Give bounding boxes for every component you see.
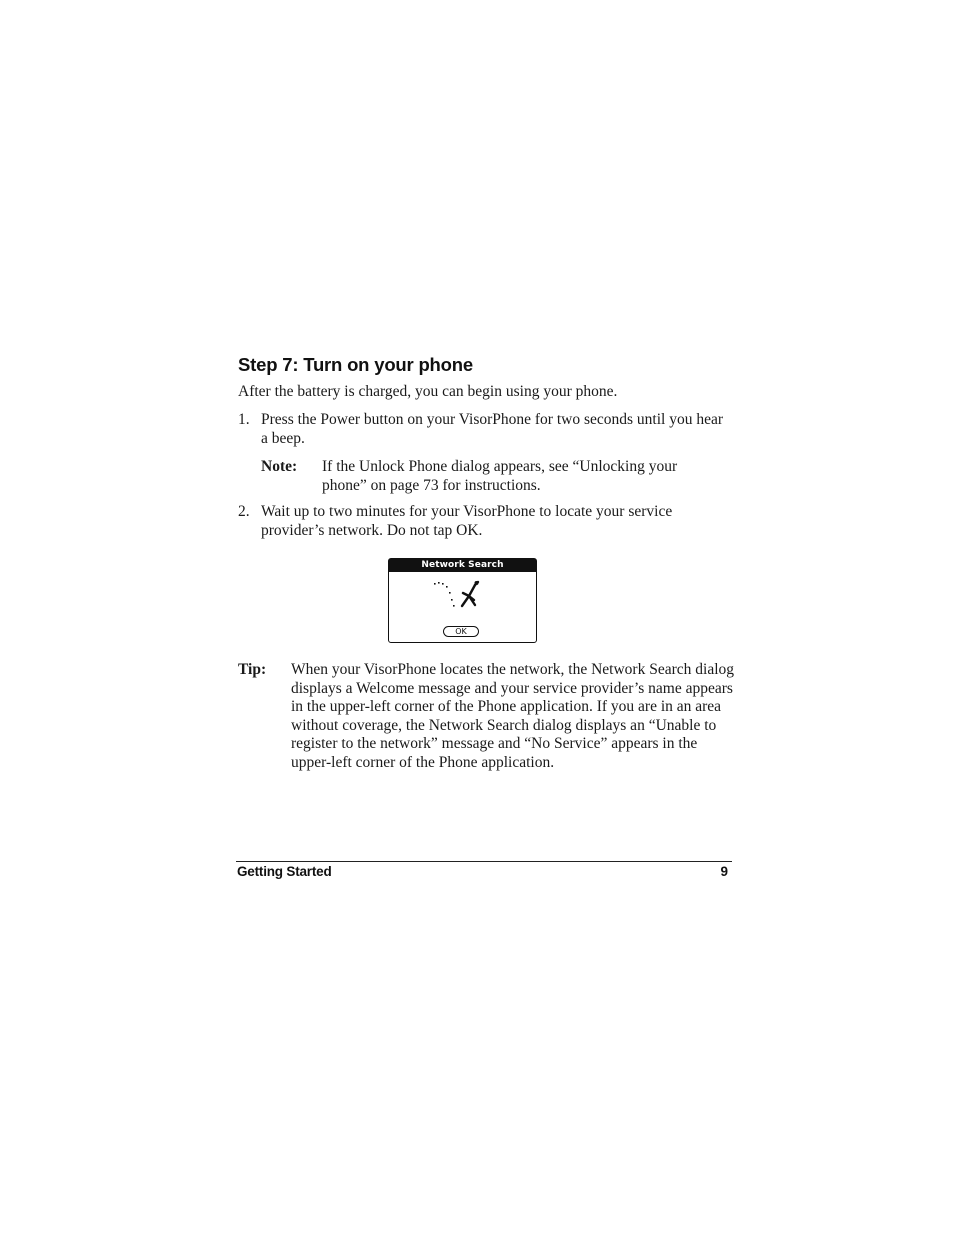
footer-page-number: 9 — [720, 864, 728, 879]
footer-chapter-title: Getting Started — [237, 864, 332, 879]
ok-button[interactable]: OK — [443, 626, 479, 637]
searching-figure-icon — [429, 576, 499, 616]
step-number: 1. — [238, 411, 250, 428]
tip-label: Tip: — [238, 661, 267, 678]
network-search-dialog — [388, 558, 537, 643]
note-label: Note: — [261, 458, 298, 475]
intro-paragraph: After the battery is charged, you can begin using your phone. — [238, 383, 618, 400]
dialog-title: Network Search — [389, 559, 536, 572]
step-number: 2. — [238, 503, 250, 520]
note-text: If the Unlock Phone dialog appears, see “Unlocking your phone” on page 73 for instructions. — [322, 458, 678, 494]
tip-text: When your VisorPhone locates the network, the Network Search dialog displays a Welcome message and your service provider’s name appears in the upper-left corner of the Phone application. If you are in an area without coverage, the Network Search dialog displays an “Unable to register to the network” message and “No Service” appears in the upper-left corner of the Phone application. — [291, 661, 734, 771]
section-heading: Step 7: Turn on your phone — [238, 354, 473, 375]
step-text: Press the Power button on your VisorPhone for two seconds until you hear a beep. — [261, 411, 724, 447]
footer-rule — [236, 861, 732, 862]
step-text: Wait up to two minutes for your VisorPhone to locate your service provider’s network. Do not tap OK. — [261, 503, 673, 539]
